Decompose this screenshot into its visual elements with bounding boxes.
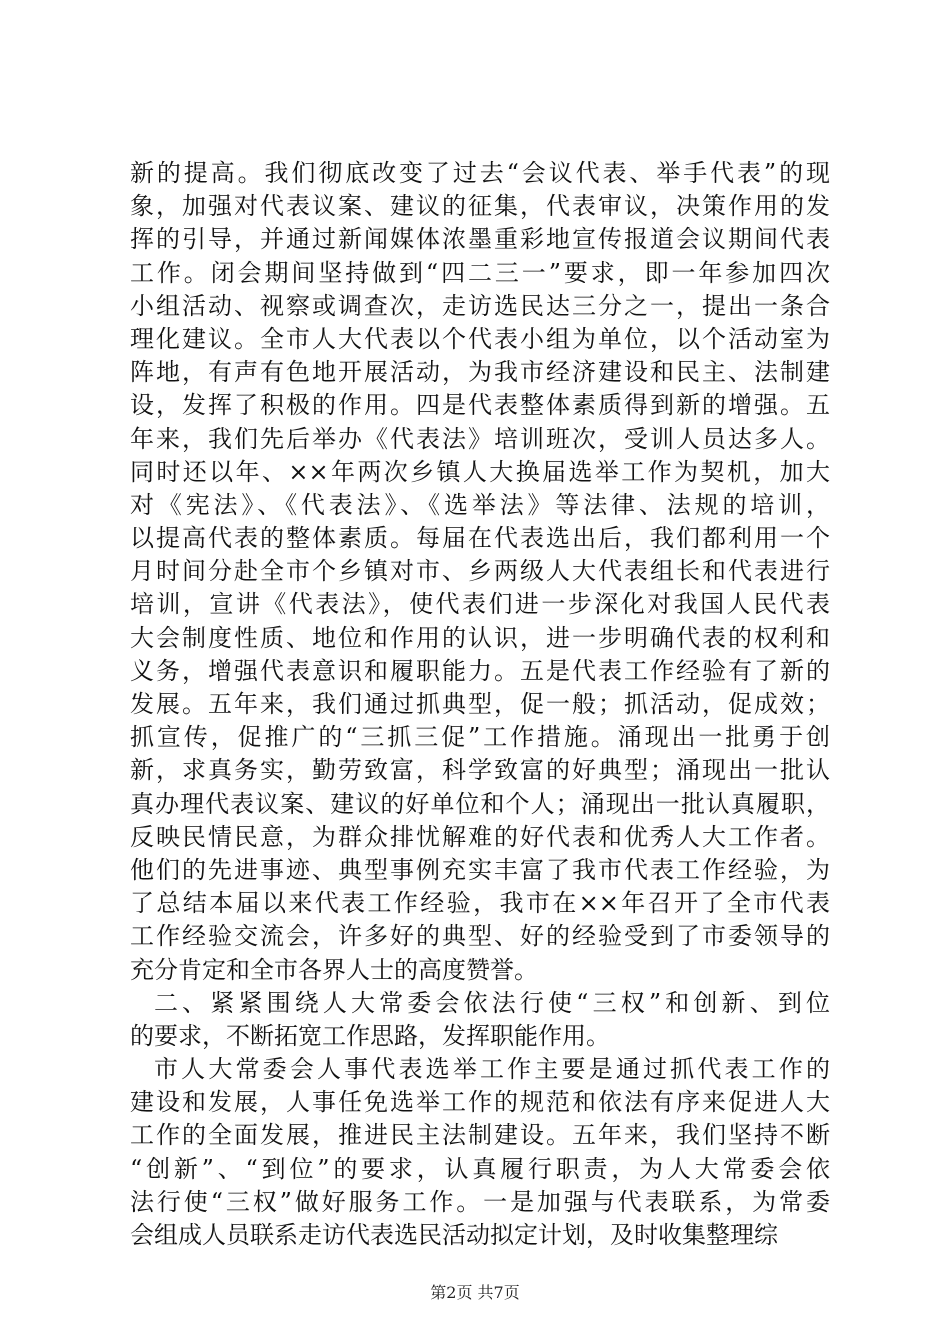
text-line: 市人大常委会人事代表选举工作主要是通过抓代表工作的 [154,1055,830,1084]
text-line: 真办理代表议案、建议的好单位和个人；涌现出一批认真履职， [130,789,830,818]
text-line: 反映民情民意，为群众排忧解难的好代表和优秀人大工作者。 [130,822,830,851]
text-line: 工作。闭会期间坚持做到“四二三一”要求，即一年参加四次 [130,258,830,287]
text-line: 阵地，有声有色地开展活动，为我市经济建设和民主、法制建 [130,358,830,387]
text-line: 新，求真务实，勤劳致富，科学致富的好典型；涌现出一批认 [130,756,830,785]
text-line: 理化建议。全市人大代表以个代表小组为单位，以个活动室为 [130,324,830,353]
text-line: 二、紧紧围绕人大常委会依法行使“三权”和创新、到位 [154,988,830,1017]
body-text [130,157,830,1252]
text-line: 年来，我们先后举办《代表法》培训班次，受训人员达多人。 [130,424,830,453]
text-line: 的要求，不断拓宽工作思路，发挥职能作用。 [130,1021,610,1050]
paragraph [130,987,830,1053]
text-line: 法行使“三权”做好服务工作。一是加强与代表联系，为常委 [130,1187,830,1216]
text-line: 充分肯定和全市各界人士的高度赞誉。 [130,955,538,984]
text-line: 工作经验交流会，许多好的典型、好的经验受到了市委领导的 [130,922,830,951]
text-line: 了总结本届以来代表工作经验，我市在××年召开了全市代表 [130,889,830,918]
paragraph [130,157,830,987]
text-line: 他们的先进事迹、典型事例充实丰富了我市代表工作经验，为 [130,855,830,884]
page-footer: 第2页 共7页 [430,1283,520,1302]
text-line: 设，发挥了积极的作用。四是代表整体素质得到新的增强。五 [130,391,830,420]
text-line: 挥的引导，并通过新闻媒体浓墨重彩地宣传报道会议期间代表 [130,225,830,254]
text-line: 新的提高。我们彻底改变了过去“会议代表、举手代表”的现 [130,159,830,187]
text-line: “创新”、“到位”的要求，认真履行职责，为人大常委会依 [130,1154,830,1183]
text-line: 同时还以年、××年两次乡镇人大换届选举工作为契机，加大 [130,457,830,486]
text-line: 对《宪法》、《代表法》、《选举法》等法律、法规的培训， [130,490,830,519]
text-line: 会组成人员联系走访代表选民活动拟定计划，及时收集整理综 [130,1221,778,1249]
text-line: 培训，宣讲《代表法》，使代表们进一步深化对我国人民代表 [130,590,830,619]
text-line: 小组活动、视察或调查次，走访选民达三分之一，提出一条合 [130,291,830,320]
text-line: 象，加强对代表议案、建议的征集，代表审议，决策作用的发 [130,192,830,221]
text-line: 工作的全面发展，推进民主法制建设。五年来，我们坚持不断 [130,1121,830,1150]
text-line: 以提高代表的整体素质。每届在代表选出后，我们都利用一个 [130,524,830,553]
text-line: 建设和发展，人事任免选举工作的规范和依法有序来促进人大 [130,1088,830,1117]
paragraph [130,1053,830,1252]
text-line: 义务，增强代表意识和履职能力。五是代表工作经验有了新的 [130,656,830,685]
text-line: 月时间分赴全市个乡镇对市、乡两级人大代表组长和代表进行 [130,557,830,586]
text-line: 发展。五年来，我们通过抓典型，促一般；抓活动，促成效； [130,690,830,718]
text-line: 抓宣传，促推广的“三抓三促”工作措施。涌现出一批勇于创 [130,723,830,752]
text-line: 大会制度性质、地位和作用的认识，进一步明确代表的权利和 [130,623,830,652]
